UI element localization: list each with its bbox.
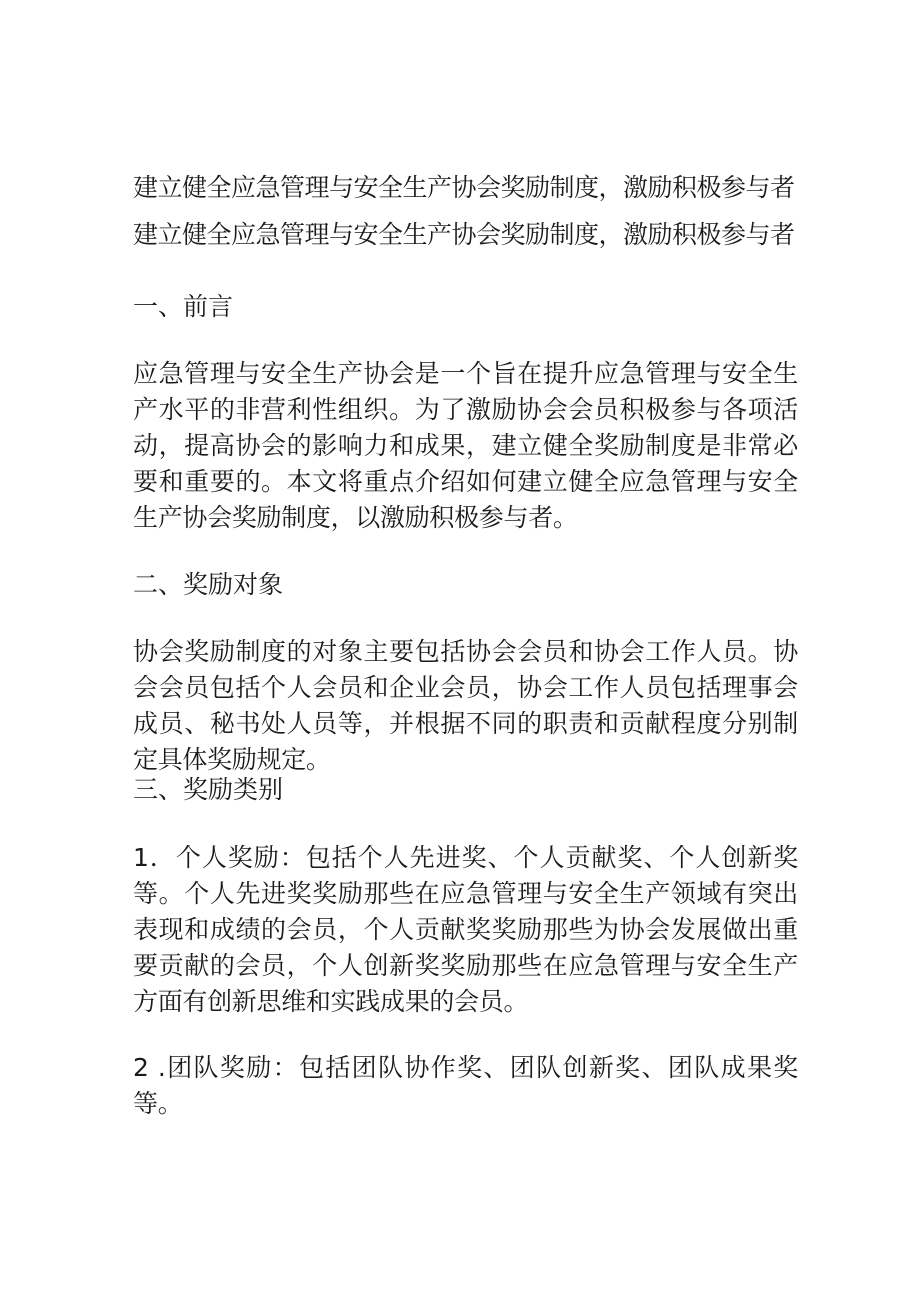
section-paragraph-award-targets: 协会奖励制度的对象主要包括协会会员和协会工作人员。协会会员包括个人会员和企业会员，协会工作人员包括理事会成员、秘书处人员等，并根据不同的职责和贡献程度分别制定具体奖励规定。 — [133, 637, 798, 774]
section-paragraph-preface: 应急管理与安全生产协会是一个旨在提升应急管理与安全生产水平的非营利性组织。为了激励协会会员积极参与各项活动，提高协会的影响力和成果，建立健全奖励制度是非常必要和重要的。本文将重点介绍如何建立健全应急管理与安全生产协会奖励制度，以激励积极参与者。 — [133, 359, 798, 532]
section-heading-award-targets: 二、奖励对象 — [133, 570, 284, 599]
section-heading-award-categories: 三、奖励类别 — [133, 775, 284, 804]
document-title: 建立健全应急管理与安全生产协会奖励制度，激励积极参与者建立健全应急管理与安全生产协会奖励制度，激励积极参与者 — [133, 173, 795, 249]
section-heading-preface: 一、前言 — [133, 292, 234, 321]
list-item-team-award: 2 .团队奖励：包括团队协作奖、团队创新奖、团队成果奖等。 — [133, 1053, 798, 1118]
list-item-individual-award: 1．个人奖励：包括个人先进奖、个人贡献奖、个人创新奖等。个人先进奖奖励那些在应急管理与安全生产领域有突出表现和成绩的会员，个人贡献奖奖励那些为协会发展做出重要贡献的会员，个人创新奖奖励那些在应急管理与安全生产方面有创新思维和实践成果的会员。 — [133, 843, 798, 1016]
